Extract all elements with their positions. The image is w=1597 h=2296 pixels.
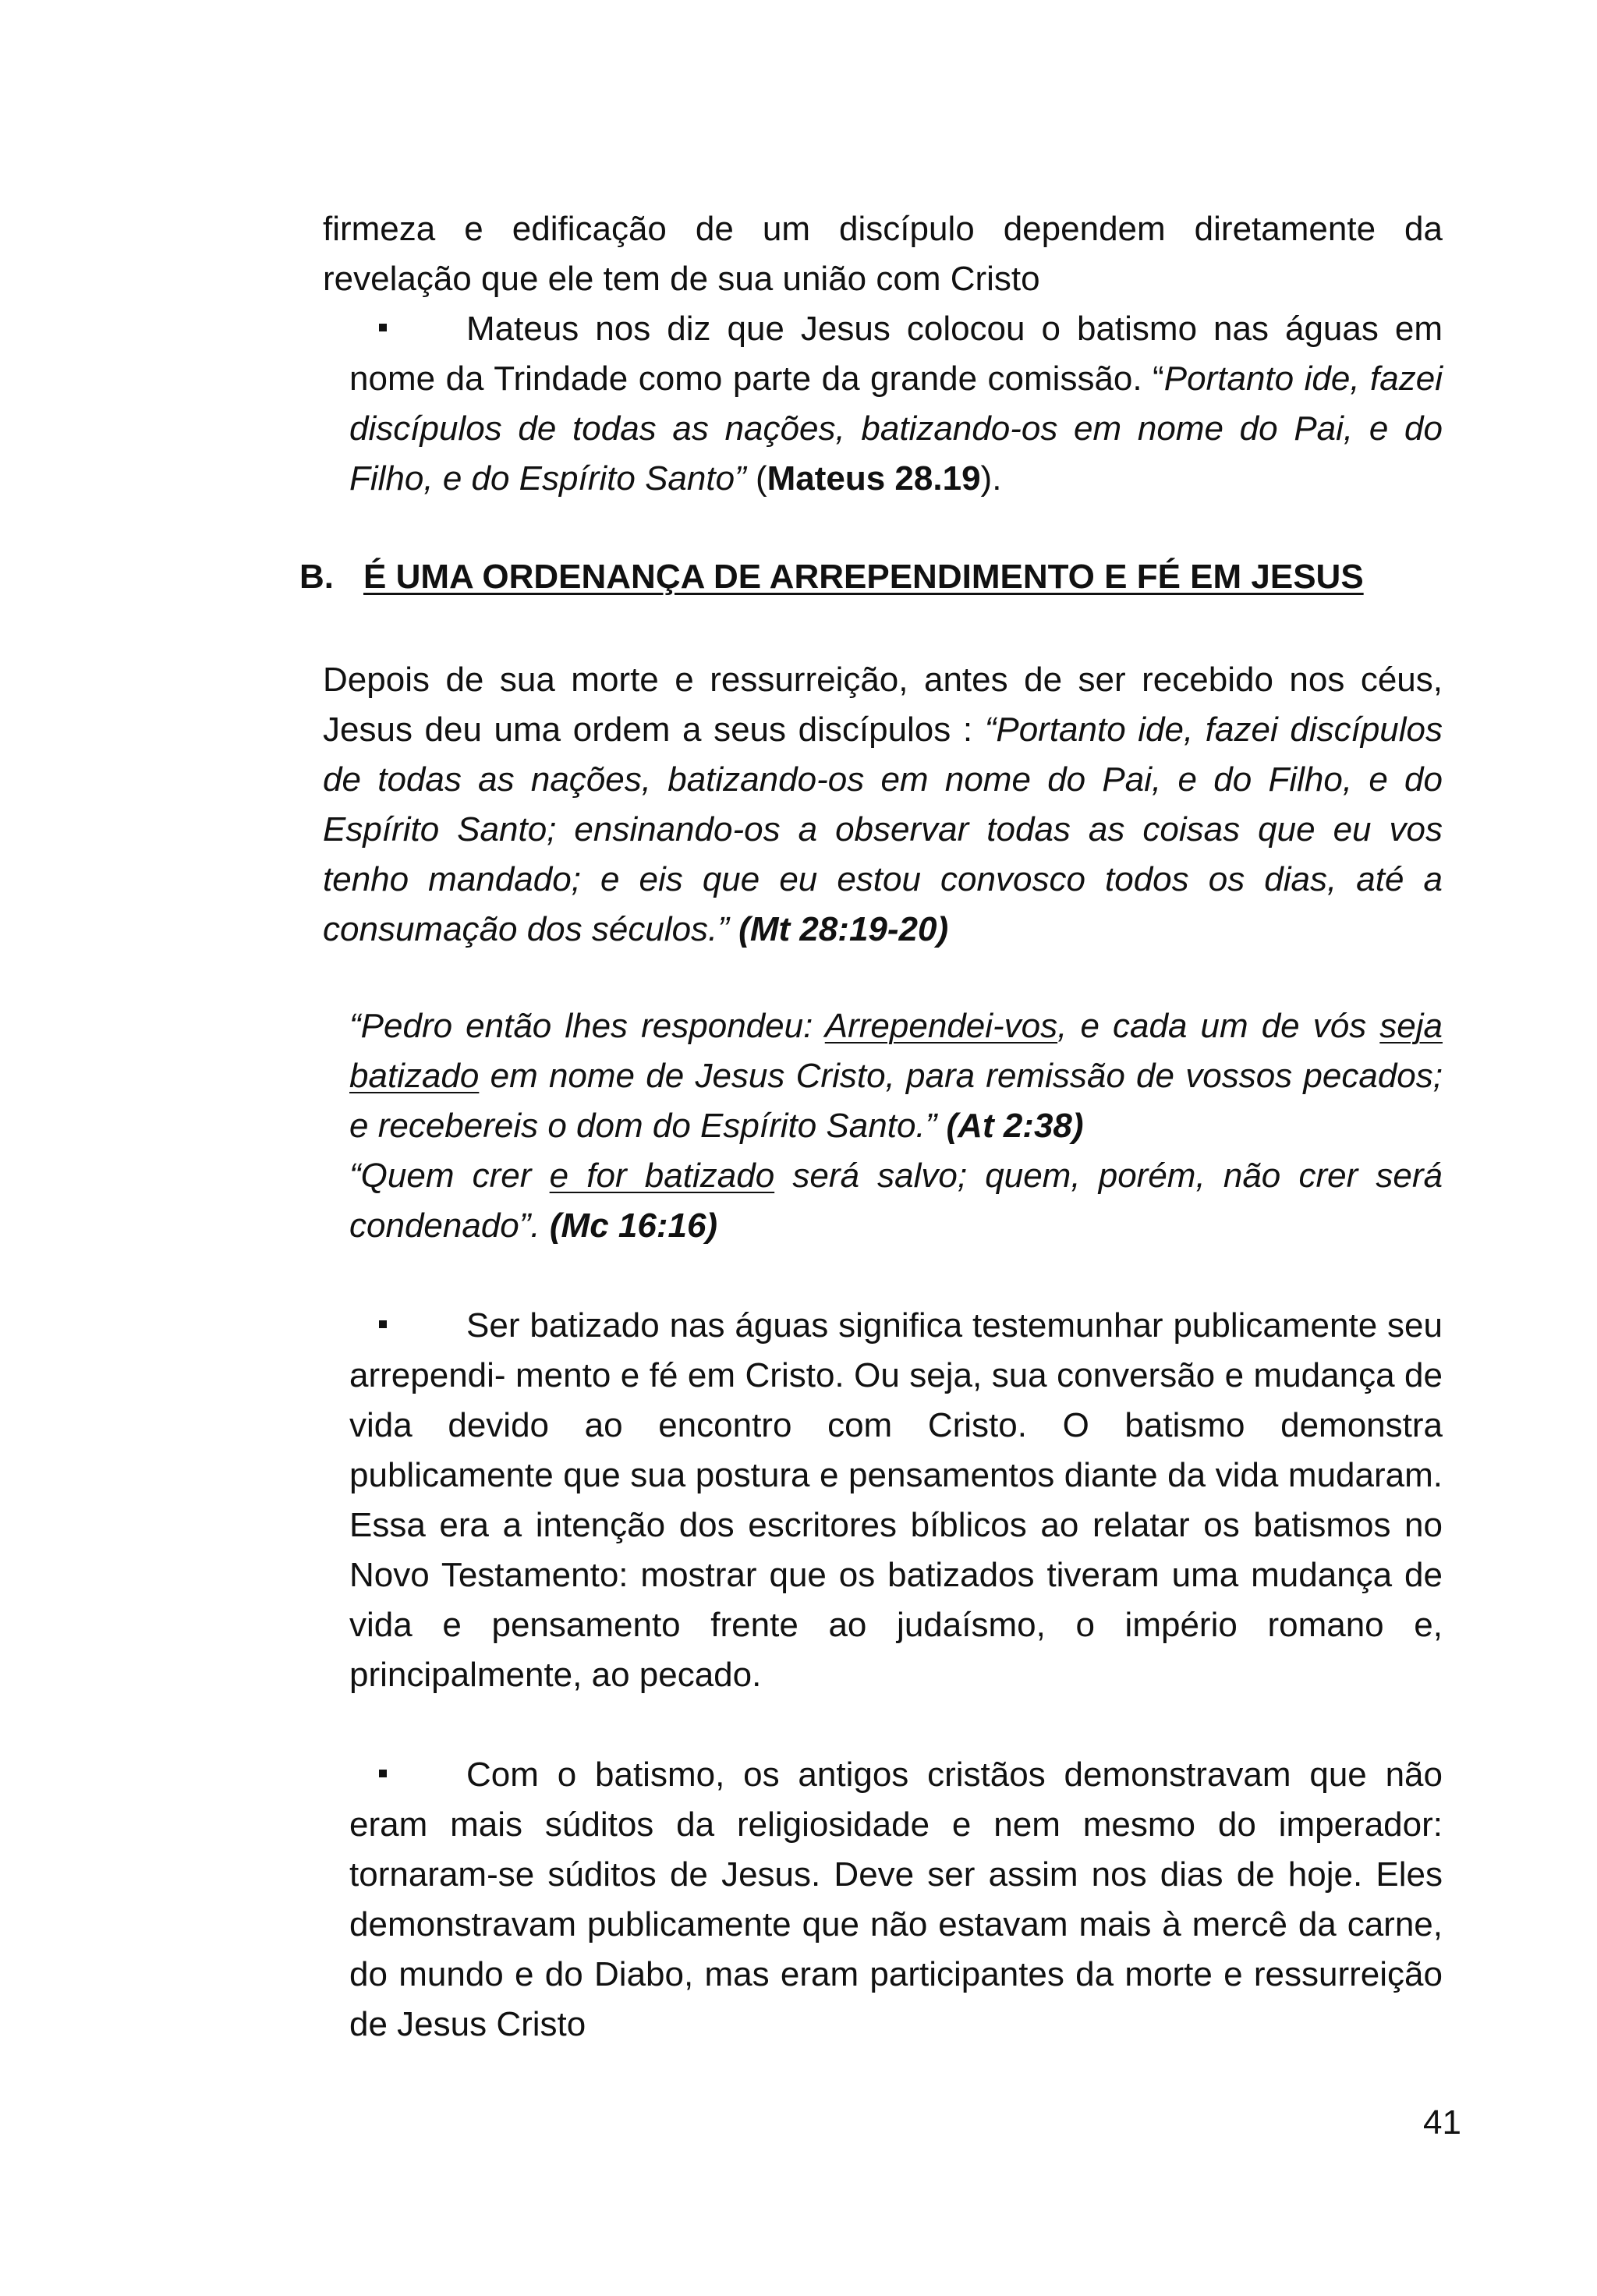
quote-pedro-ref: (At 2:38): [946, 1107, 1084, 1145]
bullet-square-icon: [349, 1750, 466, 1800]
paragraph-depois: [323, 655, 1443, 955]
bullet-ser-batizado: [349, 1301, 1443, 1700]
bullet-mateus-text: Mateus nos diz que Jesus colocou o batismo nas águas em nome da Trindade como parte da grande comissão.: [349, 310, 1443, 398]
page-number: 41: [1423, 2103, 1461, 2142]
bullet-mateus-ref-close: ).: [980, 459, 1002, 498]
section-title: É UMA ORDENANÇA DE ARREPENDIMENTO E FÉ EM JESUS: [363, 558, 1364, 596]
quote-pedro-part3: em nome de Jesus Cristo, para remissão de vossos pecados; e recebereis o dom do Espírito Santo.”: [349, 1057, 1443, 1145]
paragraph-depois-quote: “Portanto ide, fazei discípulos de todas as nações, batizando-os em nome do Pai, e do Filho, e do Espírito Santo; ensinando-os a observar todas as coisas que eu vos tenho mandado; e eis que eu estou convosco todos os dias, até a consumação dos séculos.”: [323, 710, 1443, 948]
quote-pedro: [349, 1001, 1443, 1151]
quote-mc-ref: (Mc 16:16): [549, 1206, 718, 1245]
bullet-mateus-ref-open: (: [745, 459, 767, 498]
quote-mc-part2: será salvo; quem, porém, não crer será condenado”.: [349, 1157, 1443, 1245]
bullet-com-batismo-text: Com o batismo, os antigos cristãos demonstravam que não eram mais súditos da religiosidade e nem mesmo do imperador: tornaram-se súditos de Jesus. Deve ser assim nos dias de hoje. Eles demonstravam publicamente que não estavam mais à mercê da carne, do mundo e do Diabo, mas eram participantes da morte e ressurreição de Jesus Cristo: [349, 1756, 1443, 2043]
intro-text: firmeza e edificação de um discípulo dependem diretamente da revelação que ele tem de sua união com Cristo: [323, 210, 1443, 298]
section-heading: [299, 552, 1364, 602]
paragraph-depois-ref: (Mt 28:19-20): [738, 910, 949, 948]
quote-pedro-underline2: seja batizado: [349, 1007, 1443, 1095]
bullet-square-icon: [349, 1301, 466, 1351]
bullet-mateus-quote-open: “: [1153, 360, 1164, 398]
quote-pedro-underline1: Arrependei-vos: [824, 1007, 1058, 1045]
quote-pedro-part1: “Pedro então lhes respondeu:: [349, 1007, 825, 1045]
quote-pedro-part2: , e cada um de vós: [1057, 1007, 1380, 1045]
bullet-com-batismo: [349, 1750, 1443, 2050]
section-letter: B.: [299, 558, 334, 596]
quote-mc: [349, 1151, 1443, 1251]
bullet-mateus: [349, 304, 1443, 504]
quote-mc-underline: e for batizado: [549, 1157, 775, 1195]
intro-paragraph: [323, 204, 1443, 304]
bullet-square-icon: [349, 304, 466, 354]
bullet-ser-batizado-text: Ser batizado nas águas significa testemunhar publicamente seu arrependi- mento e fé em Cristo. Ou seja, sua conversão e mudança de vida devido ao encontro com Cristo. O batismo demonstra publicamente que sua postura e pensamentos diante da vida mudaram. Essa era a intenção dos escritores bíblicos ao relatar os batismos no Novo Testamento: mostrar que os batizados tiveram uma mudança de vida e pensamento frente ao judaísmo, o império romano e, principalmente, ao pecado.: [349, 1306, 1443, 1694]
paragraph-depois-text: Depois de sua morte e ressurreição, antes de ser recebido nos céus, Jesus deu uma ordem a seus discípulos :: [323, 661, 1443, 749]
bullet-mateus-quote: Portanto ide, fazei discípulos de todas as nações, batizando-os em nome do Pai, e do Filho, e do Espírito Santo”: [349, 360, 1443, 498]
quote-mc-part1: “Quem crer: [349, 1157, 550, 1195]
bullet-mateus-ref: Mateus 28.19: [767, 459, 981, 498]
